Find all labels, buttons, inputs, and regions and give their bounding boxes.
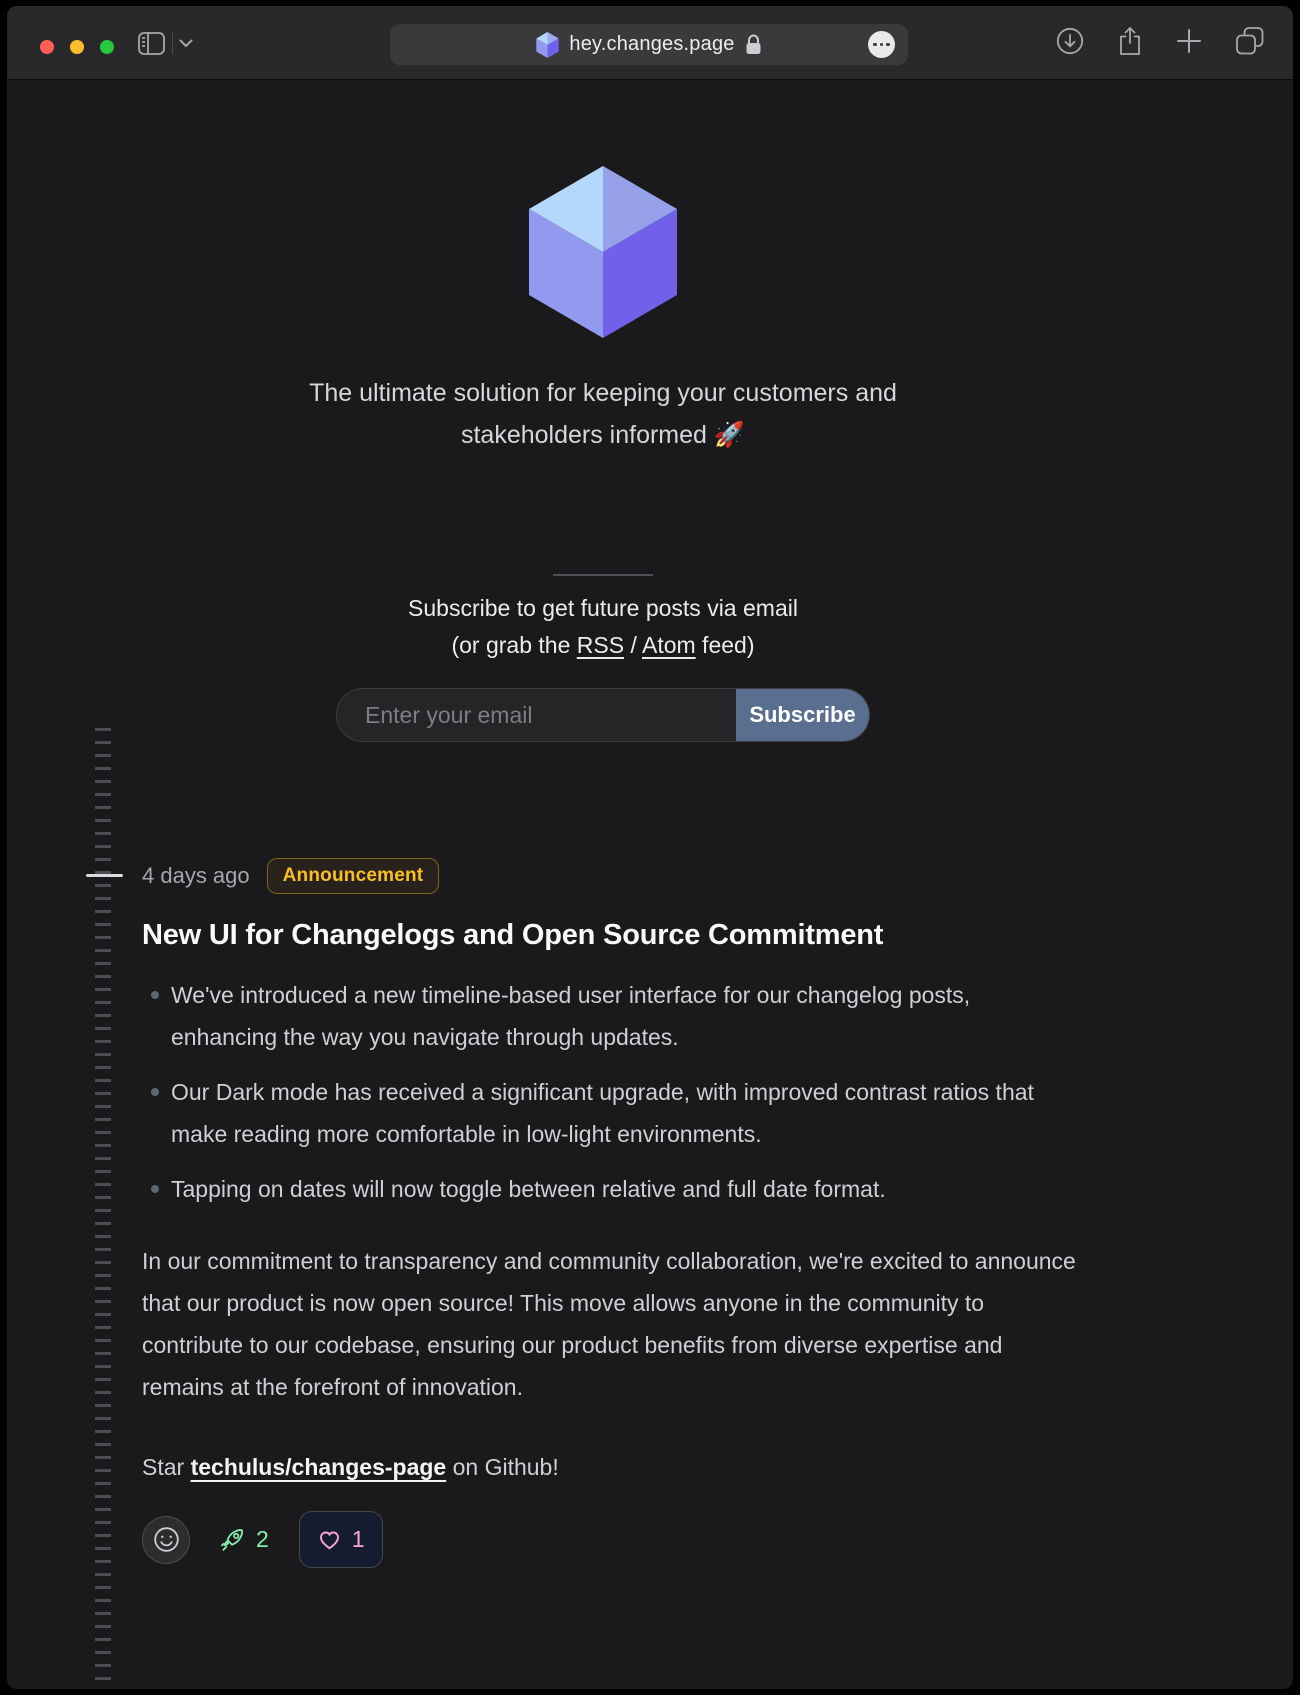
star-line [142, 1454, 1087, 1481]
browser-toolbar [7, 6, 1293, 80]
post-paragraph: In our commitment to transparency and community collaboration, we're excited to announce that our product is now open source! This move allows anyone in the community to contribute to our codebase, ensuring our product benefits from diverse expertise and remains at the forefront of innovation. [142, 1248, 1076, 1400]
hero-divider [553, 574, 653, 576]
changes-page-logo-cube-icon [529, 166, 677, 338]
post-title: New UI for Changelogs and Open Source Commitment [142, 919, 884, 951]
rocket-reaction-button[interactable] [220, 1526, 269, 1553]
timeline-active-tick [86, 874, 123, 877]
site-tagline [7, 372, 1199, 456]
tab-overview-icon [1235, 26, 1265, 56]
tagline-line2: stakeholders informed 🚀 [460, 421, 746, 449]
feed-separator: / [624, 632, 642, 658]
heart-icon [317, 1528, 342, 1552]
zoom-window-button[interactable] [100, 40, 114, 54]
address-bar[interactable] [390, 24, 908, 65]
page-content [7, 80, 1293, 1689]
post-bullet-list [142, 974, 1087, 1210]
page-settings-button[interactable] [868, 31, 895, 58]
post-meta [142, 858, 1087, 894]
close-window-button[interactable] [40, 40, 54, 54]
bullet-item: Our Dark mode has received a significant upgrade, with improved contrast ratios that make reading more comfortable in low-light environments. [142, 1071, 1077, 1155]
download-icon [1056, 27, 1084, 55]
share-button[interactable] [1117, 26, 1143, 61]
downloads-button[interactable] [1056, 27, 1084, 60]
hero-section [7, 80, 1199, 742]
minimize-window-button[interactable] [70, 40, 84, 54]
lock-icon [745, 34, 762, 56]
new-tab-button[interactable] [1176, 28, 1202, 59]
subscribe-button[interactable]: Subscribe [736, 689, 869, 741]
feed-links-line [7, 627, 1199, 664]
atom-link[interactable]: Atom [641, 632, 696, 658]
changelog-post [142, 858, 1087, 1628]
smiley-icon [153, 1526, 180, 1553]
traffic-lights [40, 40, 114, 54]
post-date[interactable]: 4 days ago [142, 863, 250, 888]
bullet-item: We've introduced a new timeline-based user interface for our changelog posts, enhancing the way you navigate through updates. [142, 974, 1077, 1058]
rocket-icon [220, 1526, 247, 1553]
star-suffix: on Github! [446, 1454, 559, 1480]
tagline-line1: The ultimate solution for keeping your customers and [309, 379, 897, 407]
feed-prefix: (or grab the [451, 632, 577, 658]
bullet-item: Tapping on dates will now toggle between relative and full date format. [142, 1168, 1077, 1210]
announcement-badge: Announcement [267, 858, 440, 894]
tab-overview-button[interactable] [1235, 26, 1265, 61]
subscribe-heading: Subscribe to get future posts via email [408, 595, 798, 621]
site-favicon-cube-icon [536, 32, 559, 58]
url-text: hey.changes.page [569, 33, 735, 55]
timeline-rail [95, 728, 111, 1689]
plus-icon [1176, 28, 1202, 54]
add-reaction-button[interactable] [142, 1516, 190, 1564]
sidebar-icon [138, 32, 165, 55]
heart-count: 1 [351, 1526, 365, 1552]
star-prefix: Star [142, 1454, 191, 1480]
toolbar-separator [172, 33, 173, 54]
subscribe-form [336, 688, 870, 742]
github-repo-link[interactable]: techulus/changes-page [190, 1454, 447, 1480]
rocket-count: 2 [256, 1526, 269, 1552]
reactions-row [142, 1511, 1087, 1568]
share-icon [1117, 26, 1143, 56]
toolbar-right-icons [1056, 6, 1265, 80]
feed-suffix: feed) [695, 632, 755, 658]
heart-reaction-button[interactable] [299, 1511, 383, 1568]
ellipsis-icon [873, 43, 890, 47]
browser-window [7, 6, 1293, 1689]
tab-group-menu-button[interactable] [179, 6, 193, 80]
sidebar-toggle-button[interactable] [138, 6, 165, 80]
email-input[interactable] [337, 689, 736, 741]
rss-link[interactable]: RSS [576, 632, 625, 658]
chevron-down-icon [179, 39, 193, 48]
